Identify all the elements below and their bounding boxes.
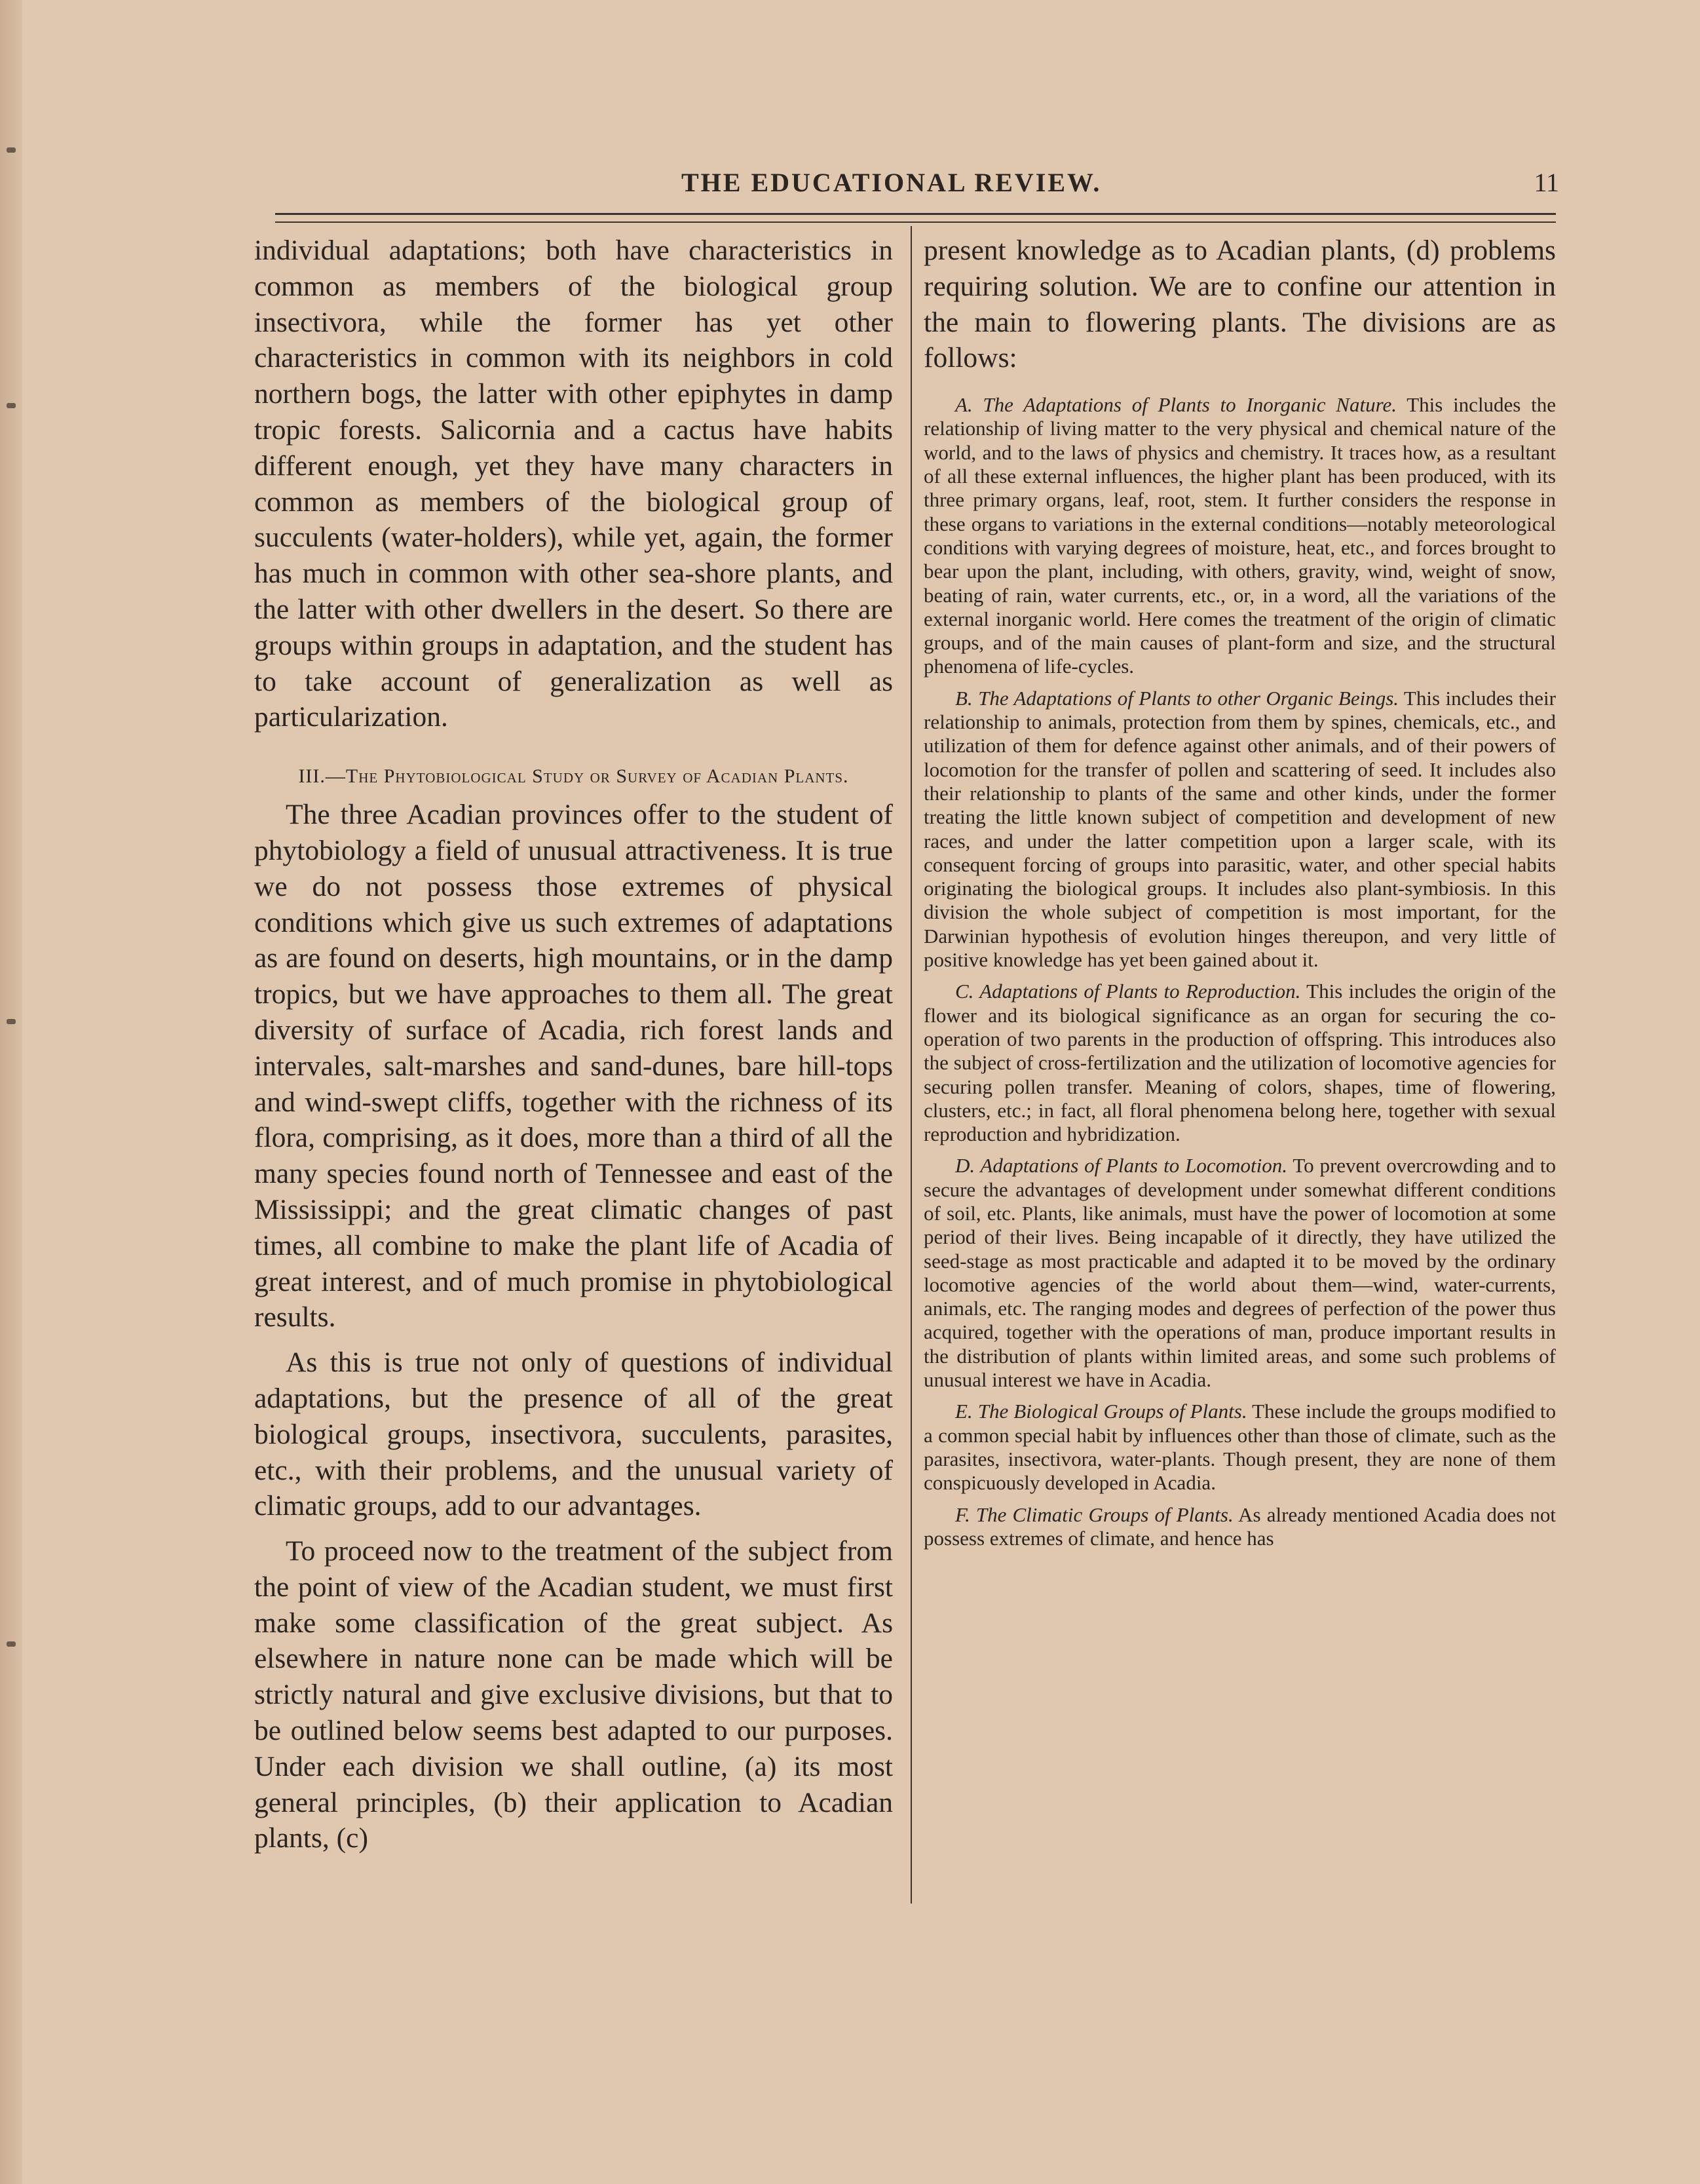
header-rule	[275, 213, 1556, 223]
division-text: This includes their relationship to animals, protection from them by spines, chemicals, etc., and utilization of them for defence against other animals, and of their powers of locomotion for the transfer of pollen and scattering of seed. It includes also their relationship to plants of the same and other kinds, under the former treating the little known subject of competition and development of new races, and under the latter competition upon a larger scale, with its consequent forcing of groups into parasitic, water, and other special habits originating the biological groups. It includes also plant-symbiosis. In this division the whole subject of competition is most important, for the Darwinian hypothesis of evolution hinges thereupon, and very little of positive knowledge has yet been gained about it.	[924, 686, 1556, 972]
division-title: F. The Climatic Groups of Plants.	[955, 1503, 1234, 1526]
division-text: These include the groups modified to a common special habit by influences other than those of climate, such as the parasites, insectivora, water-plants. Though present, they are none of them conspicuously developed in Acadia.	[924, 1400, 1556, 1495]
binding-mark	[7, 1641, 16, 1647]
division-f	[924, 1503, 1556, 1551]
binding-mark	[7, 403, 16, 408]
right-column	[924, 233, 1556, 1550]
binding-mark	[7, 1019, 16, 1024]
division-title: C. Adaptations of Plants to Reproduction.	[955, 980, 1301, 1003]
section-heading: III.—The Phytobiological Study or Survey of Acadian Plants.	[298, 765, 849, 788]
division-a	[924, 393, 1556, 679]
paragraph: As this is true not only of questions of individual adaptations, but the presence of all of the great biological groups, insectivora, succulents, parasites, etc., with their problems, and the unusual variety of climatic groups, add to our advantages.	[254, 1347, 893, 1522]
page-header	[681, 167, 1559, 206]
paragraph: The three Acadian provinces offer to the student of phytobiology a field of unusual attractiveness. It is true we do not possess those extremes of physical conditions which give us such extremes of adaptations as are found on deserts, high mountains, or in the damp tropics, but we have approaches to them all. The great diversity of surface of Acadia, rich forest lands and intervales, salt-marshes and sand-dunes, bare hill-tops and wind-swept cliffs, together with the richness of its flora, comprising, as it does, more than a third of all the many species found north of Tennessee and east of the Mississippi; and the great climatic changes of past times, all combine to make the plant life of Acadia of great interest, and of much promise in phytobiological results.	[254, 799, 893, 1333]
division-e	[924, 1400, 1556, 1495]
column-divider	[911, 226, 912, 1904]
division-b	[924, 687, 1556, 972]
binding-mark	[7, 147, 16, 153]
division-title: B. The Adaptations of Plants to other Organic Beings.	[955, 686, 1399, 710]
division-text: As already mentioned Acadia does not possess extremes of climate, and hence has	[924, 1503, 1556, 1550]
left-column	[254, 233, 893, 1856]
page-edge	[0, 0, 22, 2184]
division-title: E. The Biological Groups of Plants.	[955, 1400, 1247, 1423]
division-c	[924, 980, 1556, 1146]
paragraph: present knowledge as to Acadian plants, (d) problems requiring solution. We are to confine our attention in the main to flowering plants. The divisions are as follows:	[924, 235, 1556, 374]
division-title: A. The Adaptations of Plants to Inorganic Nature.	[955, 393, 1397, 417]
division-text: This includes the relationship of living matter to the very physical and chemical nature of the world, and to the laws of physics and chemistry. It traces how, as a resultant of all these external influences, the higher plant has been produced, with its three primary organs, leaf, root, stem. It further considers the response in these organs to variations in the external conditions—notably meteorological conditions with varying degrees of moisture, heat, etc., and forces brought to bear upon the plant, including, with others, gravity, wind, weight of snow, beating of rain, water currents, etc., or, in a word, all the variations of the external inorganic world. Here comes the treatment of the origin of climatic groups, and of the main causes of plant-form and size, and the structural phenomena of life-cycles.	[924, 393, 1556, 678]
page-number: 11	[1534, 168, 1559, 197]
division-text: To prevent overcrowding and to secure the advantages of development under somewhat different conditions of soil, etc. Plants, like animals, must have the power of locomotion at some period of their lives. Being incapable of it directly, they have utilized the seed-stage as most practicable and adapted it to be moved by the ordinary locomotive agencies of the world about them—wind, water-currents, animals, etc. The ranging modes and degrees of perfection of the power thus acquired, together with the operations of man, produce important results in the distribution of plants within limited areas, and some such problems of unusual interest we have in Acadia.	[924, 1154, 1556, 1392]
paragraph: individual adaptations; both have characteristics in common as members of the biological group insectivora, while the former has yet other characteristics in common with its neighbors in cold northern bogs, the latter with other epiphytes in damp tropic forests. Salicornia and a cactus have habits different enough, yet they have many characters in common as members of the biological group of succulents (water-holders), while yet, again, the former has much in common with other sea-shore plants, and the latter with other dwellers in the desert. So there are groups within groups in adaptation, and the student has to take account of generalization as well as particularization.	[254, 235, 893, 733]
paragraph: To proceed now to the treatment of the subject from the point of view of the Acadian student, we must first make some classification of the great subject. As elsewhere in nature none can be made which will be strictly natural and give exclusive divisions, but that to be outlined below seems best adapted to our purposes. Under each division we shall outline, (a) its most general principles, (b) their application to Acadian plants, (c)	[254, 1535, 893, 1854]
division-d	[924, 1154, 1556, 1392]
division-title: D. Adaptations of Plants to Locomotion.	[955, 1154, 1288, 1178]
division-text: This includes the origin of the flower and its biological significance as an organ for securing the co-operation of two parents in the production of offspring. This introduces also the subject of cross-fertilization and the utilization of locomotive agencies for securing pollen transfer. Meaning of colors, shapes, time of flowering, clusters, etc.; in fact, all floral phenomena belong here, together with sexual reproduction and hybridization.	[924, 980, 1556, 1146]
running-head: THE EDUCATIONAL REVIEW.	[681, 168, 1102, 197]
